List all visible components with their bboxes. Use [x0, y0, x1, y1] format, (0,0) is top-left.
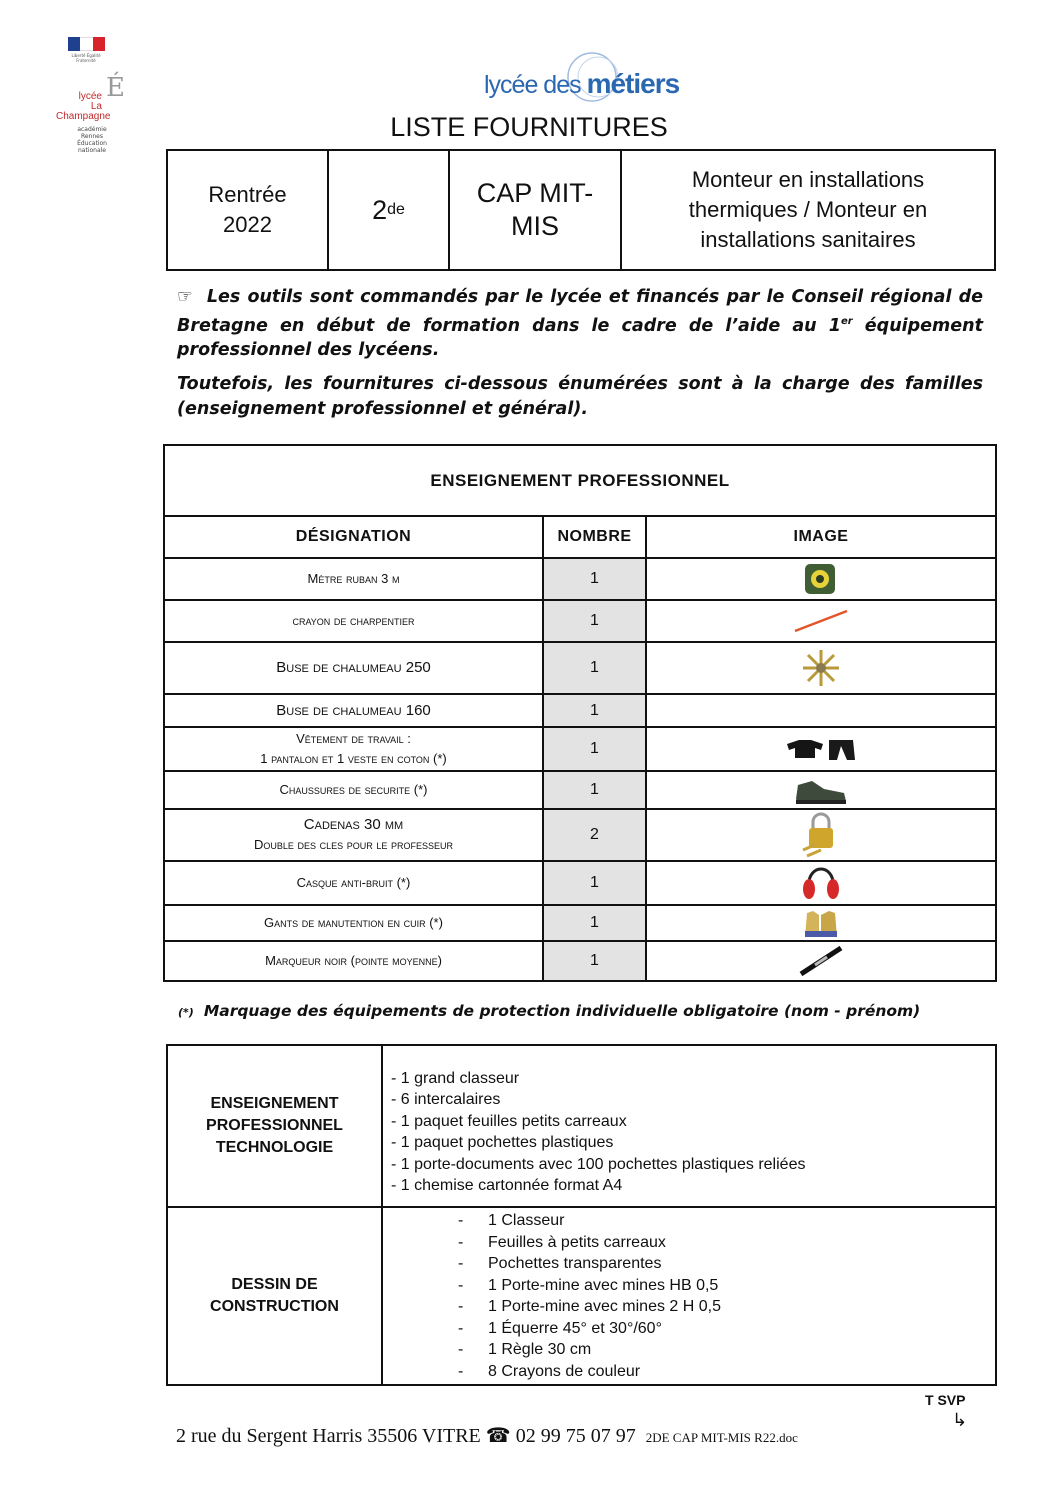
item-image-cell [646, 905, 996, 941]
column-header-image: IMAGE [646, 516, 996, 558]
item-qty: 1 [543, 642, 646, 694]
item-label: crayon de charpentier [164, 600, 543, 642]
pencil-icon [791, 607, 851, 635]
item-qty: 1 [543, 771, 646, 809]
table-row [164, 558, 996, 600]
item-qty: 1 [543, 558, 646, 600]
table-row [167, 1207, 996, 1385]
item-image-cell [646, 558, 996, 600]
table-row [164, 642, 996, 694]
item-label: Gants de manutention en cuir (*) [164, 905, 543, 941]
list-item: - 1 paquet pochettes plastiques [391, 1134, 614, 1151]
supplies-category: ENSEIGNEMENT PROFESSIONNEL TECHNOLOGIE [167, 1045, 382, 1207]
list-item: - 1 Porte-mine avec mines HB 0,5 [458, 1276, 719, 1294]
level-cell: 2 de [329, 151, 450, 269]
intro-paragraph-1: ☞ Les outils sont commandés par le lycée et financés par le Conseil régional de Bretagne en début de formation dans le cadre de l’aide au 1er équipement professionnel des lycéens. [177, 287, 983, 360]
column-header-designation: DÉSIGNATION [164, 516, 543, 558]
safety-shoe-icon [794, 773, 848, 807]
item-image-cell [646, 809, 996, 861]
item-label: Vêtement de travail : 1 pantalon et 1 veste en coton (*) [164, 727, 543, 771]
item-qty: 1 [543, 861, 646, 905]
item-qty: 2 [543, 809, 646, 861]
rentree-cell: Rentrée 2022 [168, 151, 329, 269]
list-item: - 6 intercalaires [391, 1091, 501, 1108]
ear-muffs-icon [801, 863, 841, 903]
item-qty: 1 [543, 727, 646, 771]
item-image-cell [646, 941, 996, 981]
list-item: - 1 Équerre 45° et 30°/60° [458, 1319, 662, 1337]
intro-paragraph-2: Toutefois, les fournitures ci-dessous énumérées sont à la charge des familles (enseignement professionnel et général). [177, 374, 983, 419]
table-row [164, 727, 996, 771]
gloves-icon [803, 907, 839, 939]
table-row [164, 809, 996, 861]
republic-flag-logo [68, 37, 105, 51]
lycee-des-metiers-text: lycée des métiers [484, 68, 680, 99]
torch-nozzle-icon [799, 646, 843, 690]
table-row [164, 600, 996, 642]
page-title: LISTE FOURNITURES [390, 112, 668, 142]
table-row [164, 941, 996, 981]
supplies-list [382, 1045, 996, 1207]
table-title: ENSEIGNEMENT PROFESSIONNEL [164, 445, 996, 516]
table-row [164, 861, 996, 905]
item-label: Casque anti-bruit (*) [164, 861, 543, 905]
specialty-cell: Monteur en installations thermiques / Monteur en installations sanitaires [688, 167, 928, 252]
pointing-hand-icon: ☞ [177, 287, 193, 307]
supplies-list [382, 1207, 996, 1385]
republic-motto: Liberté Égalité Fraternité [71, 53, 101, 63]
table-row [164, 771, 996, 809]
item-image-cell [646, 771, 996, 809]
list-item: - 1 Classeur [458, 1212, 565, 1229]
protection-marking-note: (*) Marquage des équipements de protection individuelle obligatoire (nom - prénom) [178, 1002, 921, 1020]
turn-page-label: T SVP [925, 1392, 966, 1408]
item-qty: 1 [543, 600, 646, 642]
item-label: Cadenas 30 mm Double des cles pour le professeur [164, 809, 543, 861]
list-item: - 1 Règle 30 cm [458, 1341, 592, 1358]
column-header-nombre: NOMBRE [543, 516, 646, 558]
supplies-category: DESSIN DE CONSTRUCTION [167, 1207, 382, 1385]
item-qty: 1 [543, 694, 646, 727]
footer-address: 2 rue du Sergent Harris 35506 VITRE ☎ 02 99 75 07 97 2DE CAP MIT-MIS R22.doc [176, 1425, 798, 1447]
item-label: Mètre ruban 3 m [164, 558, 543, 600]
list-item: - 1 porte-documents avec 100 pochettes plastiques reliées [391, 1155, 806, 1173]
table-row [164, 694, 996, 727]
supplies-table [166, 1044, 997, 1386]
item-label: Marqueur noir (pointe moyenne) [164, 941, 543, 981]
item-label: Chaussures de securite (*) [164, 771, 543, 809]
table-row [167, 1045, 996, 1207]
school-logo-e: É [106, 73, 125, 103]
list-item: - Pochettes transparentes [458, 1255, 662, 1272]
list-item: - 1 chemise cartonnée format A4 [391, 1177, 623, 1194]
header-box [166, 149, 996, 271]
marker-icon [797, 944, 845, 978]
list-item: - 8 Crayons de couleur [458, 1362, 641, 1380]
item-image-cell [646, 600, 996, 642]
school-logo-sub: académie Rennes Éducation nationale [77, 126, 107, 154]
item-image-cell [646, 642, 996, 694]
professional-equipment-table [163, 444, 997, 982]
diploma-cell: CAP MIT- MIS [450, 151, 622, 269]
list-item: - 1 grand classeur [391, 1069, 520, 1087]
item-label: Buse de chalumeau 160 [164, 694, 543, 727]
list-item: - 1 Porte-mine avec mines 2 H 0,5 [458, 1298, 721, 1315]
item-qty: 1 [543, 905, 646, 941]
tape-measure-icon [803, 562, 839, 596]
list-item: - Feuilles à petits carreaux [458, 1233, 666, 1251]
item-image-cell [646, 694, 996, 727]
table-row [164, 905, 996, 941]
school-logo-name: lycée La Champagne [56, 91, 111, 122]
padlock-icon [799, 812, 843, 858]
turn-arrow-icon: ↳ [952, 1410, 968, 1431]
phone-icon: ☎ [485, 1425, 511, 1447]
work-clothes-icon [783, 736, 859, 762]
item-label: Buse de chalumeau 250 [164, 642, 543, 694]
item-image-cell [646, 861, 996, 905]
item-qty: 1 [543, 941, 646, 981]
item-image-cell [646, 727, 996, 771]
document-filename: 2DE CAP MIT-MIS R22.doc [645, 1430, 798, 1445]
list-item: - 1 paquet feuilles petits carreaux [391, 1112, 627, 1130]
